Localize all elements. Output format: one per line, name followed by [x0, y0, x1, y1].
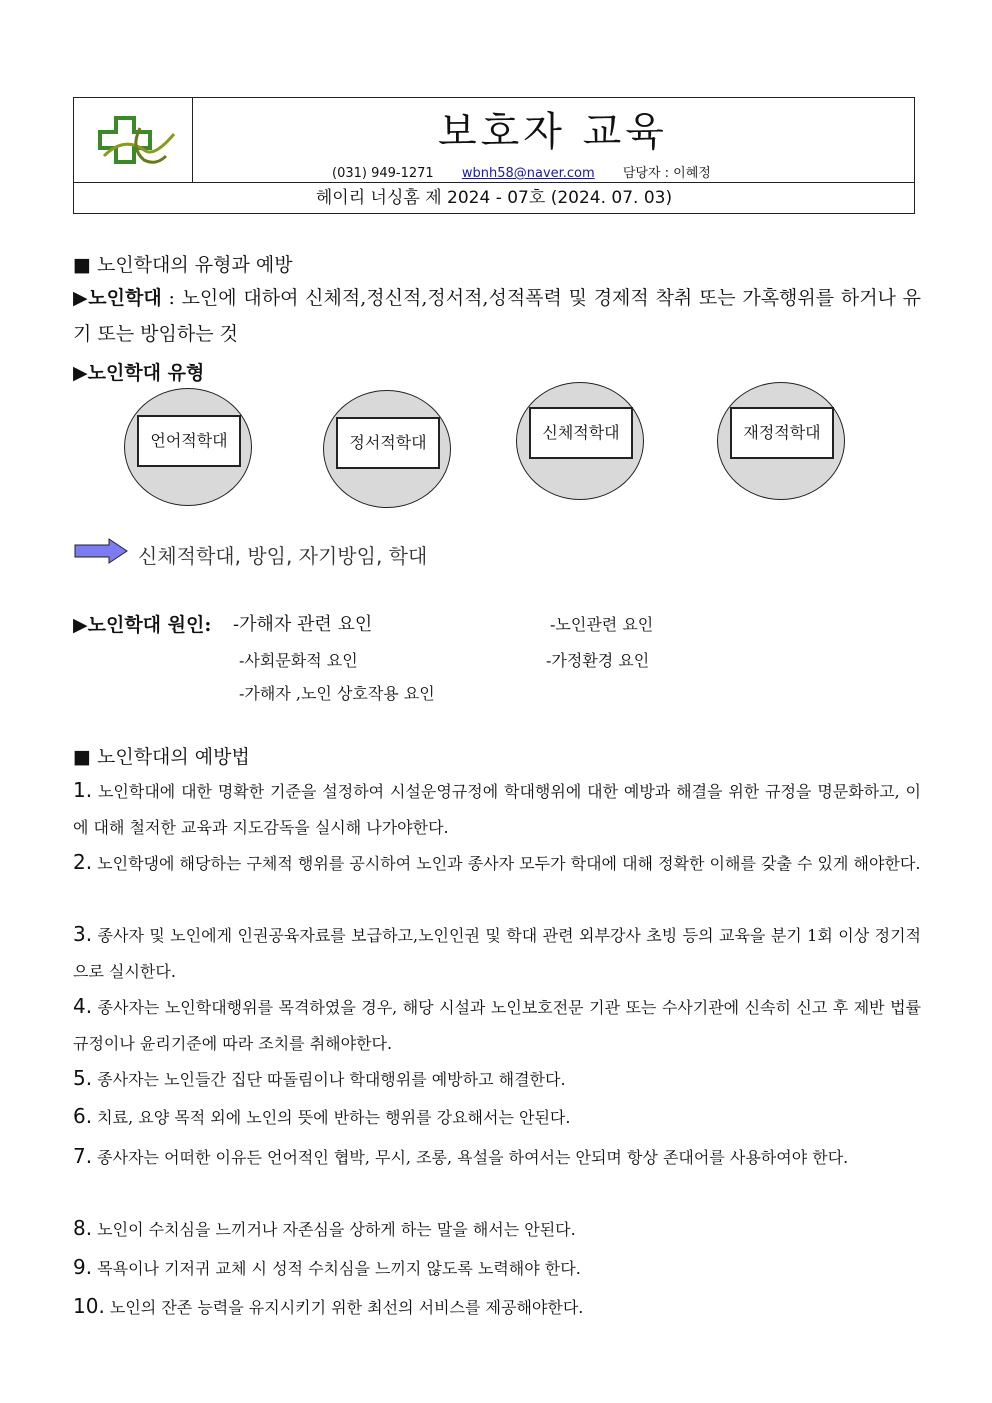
- email-link[interactable]: wbnh58@naver.com: [461, 166, 595, 181]
- type-circle-physical: [516, 382, 644, 500]
- list-item: 7. 종사자는 어떠한 이유든 언어적인 협박, 무시, 조롱, 욕설을 하여서는 안되며 항상 존대어를 사용하여야 한다.: [73, 1144, 849, 1168]
- arrow-summary: 신체적학대, 방임, 자기방임, 학대: [138, 544, 428, 568]
- list-item: 5. 종사자는 노인들간 집단 따돌림이나 학대행위를 예방하고 해결한다.: [73, 1066, 566, 1090]
- types-label: ▶노인학대 유형: [73, 362, 205, 384]
- cause-item: -사회문화적 요인: [239, 651, 358, 670]
- list-item: 4. 종사자는 노인학대행위를 목격하였을 경우, 해당 시설과 노인보호전문 기관 또는 수사기관에 신속히 신고 후 제반 법률규정이나 윤리기준에 따라 조치를 취해야한다.: [73, 994, 921, 1053]
- list-item: 2. 노인학댕에 해당하는 구체적 행위를 공시하여 노인과 종사자 모두가 학대에 대해 정확한 이해를 갖출 수 있게 해야한다.: [73, 850, 921, 874]
- definition-text: : 노인에 대하여 신체적,정신적,정서적,성적폭력 및 경제적 착취 또는 가혹행위를 하거나 유기 또는 방임하는 것: [73, 287, 921, 345]
- list-item: 8. 노인이 수치심을 느끼거나 자존심을 상하게 하는 말을 해서는 안된다.: [73, 1216, 576, 1240]
- list-item: 6. 치료, 요양 목적 외에 노인의 뜻에 반하는 행위를 강요해서는 안된다.: [73, 1104, 571, 1128]
- definition-paragraph: [73, 280, 921, 352]
- list-item: 1. 노인학대에 대한 명확한 기준을 설정하여 시설운영규정에 학대행위에 대한 예방과 해결을 위한 규정을 명문화하고, 이에 대해 철저한 교육과 지도감독을 실시해 나가야한다.: [73, 778, 921, 837]
- type-circle-emotional: [323, 390, 451, 508]
- type-box-verbal: 언어적학대: [137, 415, 241, 467]
- list-item: 9. 목욕이나 기저귀 교체 시 성적 수치심을 느끼지 않도록 노력해야 한다.: [73, 1255, 581, 1279]
- type-box-financial: 재정적학대: [730, 407, 834, 459]
- type-circle-verbal: [124, 388, 252, 506]
- cause-item: -노인관련 요인: [550, 615, 654, 634]
- cause-item: -가해자 ,노인 상호작용 요인: [239, 684, 435, 703]
- phone-number: (031) 949-1271: [332, 166, 434, 181]
- list-item: 10. 노인의 잔존 능력을 유지시키기 위한 최선의 서비스를 제공해야한다.: [73, 1294, 584, 1318]
- header-box: [73, 97, 915, 214]
- issue-line: 헤이리 너싱홈 제 2024 - 07호 (2024. 07. 03): [74, 182, 914, 213]
- cross-logo-icon: [74, 98, 192, 182]
- section1-title: ■ 노인학대의 유형과 예방: [73, 254, 293, 276]
- logo-cell: [74, 98, 193, 182]
- type-box-emotional: 정서적학대: [336, 417, 440, 469]
- cause-item: -가해자 관련 요인: [233, 614, 373, 635]
- type-circle-financial: [717, 382, 845, 500]
- section2-title: ■ 노인학대의 예방법: [73, 746, 250, 768]
- page-title: 보호자 교육: [438, 109, 668, 155]
- list-item: 3. 종사자 및 노인에게 인권공육자료를 보급하고,노인인권 및 학대 관련 외부강사 초빙 등의 교육을 분기 1회 이상 정기적으로 실시한다.: [73, 922, 921, 981]
- cause-item: -가정환경 요인: [546, 651, 650, 670]
- manager-label: 담당자 : 이혜정: [622, 166, 711, 181]
- contact-line: [332, 162, 735, 181]
- cause-label: ▶노인학대 원인:: [73, 614, 212, 636]
- title-cell: [192, 98, 914, 182]
- type-box-physical: 신체적학대: [529, 407, 633, 459]
- right-arrow-icon: [74, 538, 128, 564]
- definition-label: ▶노인학대: [73, 287, 162, 309]
